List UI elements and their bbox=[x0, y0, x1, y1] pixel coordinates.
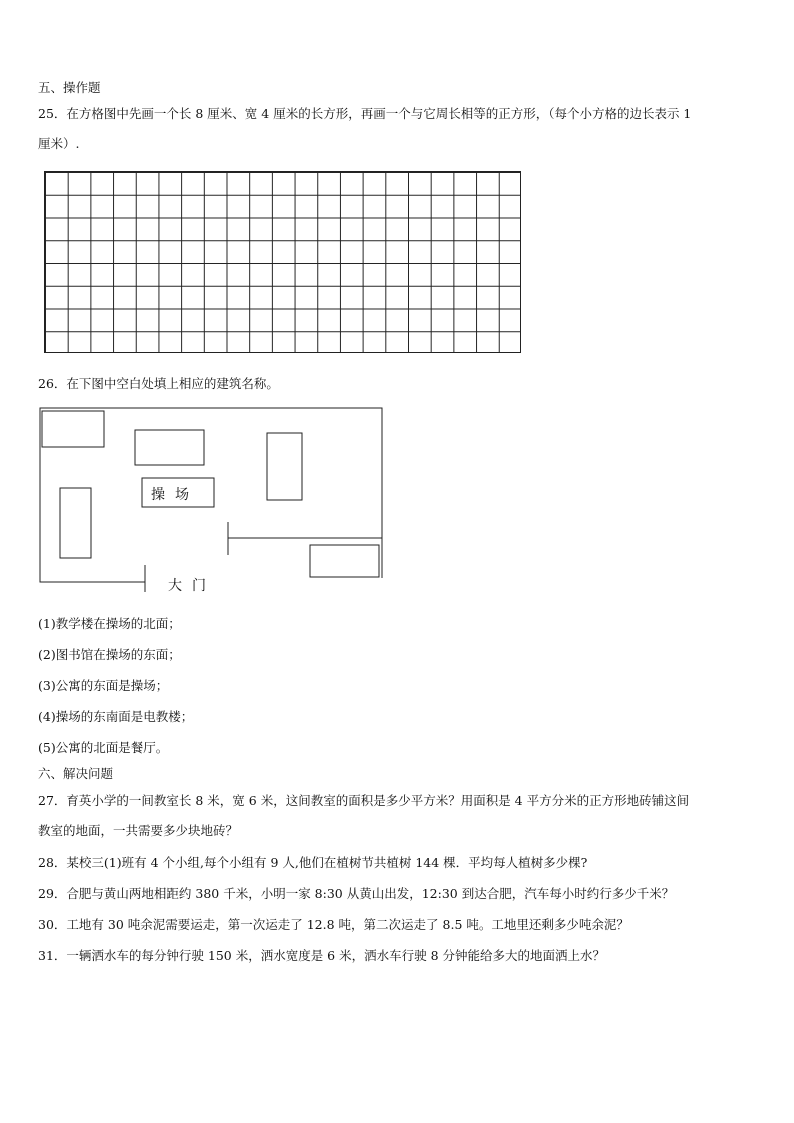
clue-2: (2)图书馆在操场的东面； bbox=[38, 647, 181, 662]
section-heading-problems: 六、解决问题 bbox=[38, 766, 114, 781]
question-25-line-1: 25．在方格图中先画一个长 8 厘米、宽 4 厘米的长方形，再画一个与它周长相等的正方形，（每个小方格的边长表示 1 bbox=[38, 106, 692, 121]
question-27-line-1: 27．育英小学的一间教室长 8 米，宽 6 米，这间教室的面积是多少平方米？用面积是 4 平方分米的正方形地砖铺这间 bbox=[38, 793, 690, 808]
clue-1: (1)教学楼在操场的北面； bbox=[38, 616, 181, 631]
question-27-line-2: 教室的地面，一共需要多少块地砖？ bbox=[38, 823, 239, 838]
gate-label: 大门 bbox=[168, 578, 216, 594]
building-box-west bbox=[60, 488, 91, 558]
building-box-north bbox=[135, 430, 204, 465]
building-box-east bbox=[267, 433, 302, 500]
clue-5: (5)公寓的北面是餐厅。 bbox=[38, 740, 169, 755]
clue-4: (4)操场的东南面是电教楼； bbox=[38, 709, 194, 724]
question-29: 29．合肥与黄山两地相距约 380 千米，小明一家 8:30 从黄山出发，12:30 到达合肥，汽车每小时约行多少千米？ bbox=[38, 886, 675, 901]
section-heading-operations: 五、操作题 bbox=[38, 80, 101, 95]
question-31: 31．一辆洒水车的每分钟行驶 150 米，洒水宽度是 6 米，洒水车行驶 8 分钟能给多大的地面洒上水？ bbox=[38, 948, 606, 963]
question-25-line-2: 厘米）. bbox=[38, 136, 80, 151]
clue-3: (3)公寓的东面是操场； bbox=[38, 678, 169, 693]
building-box-southeast bbox=[310, 545, 379, 577]
question-30: 30．工地有 30 吨余泥需要运走，第一次运走了 12.8 吨，第二次运走了 8.5 吨。工地里还剩多少吨余泥？ bbox=[38, 917, 629, 932]
playground-label: 操场 bbox=[151, 487, 199, 503]
question-26-prompt: 26．在下图中空白处填上相应的建筑名称。 bbox=[38, 376, 279, 391]
question-28: 28．某校三(1)班有 4 个小组,每个小组有 9 人,他们在植树节共植树 144 棵．平均每人植树多少棵? bbox=[38, 855, 588, 870]
building-box-northwest bbox=[42, 411, 104, 447]
